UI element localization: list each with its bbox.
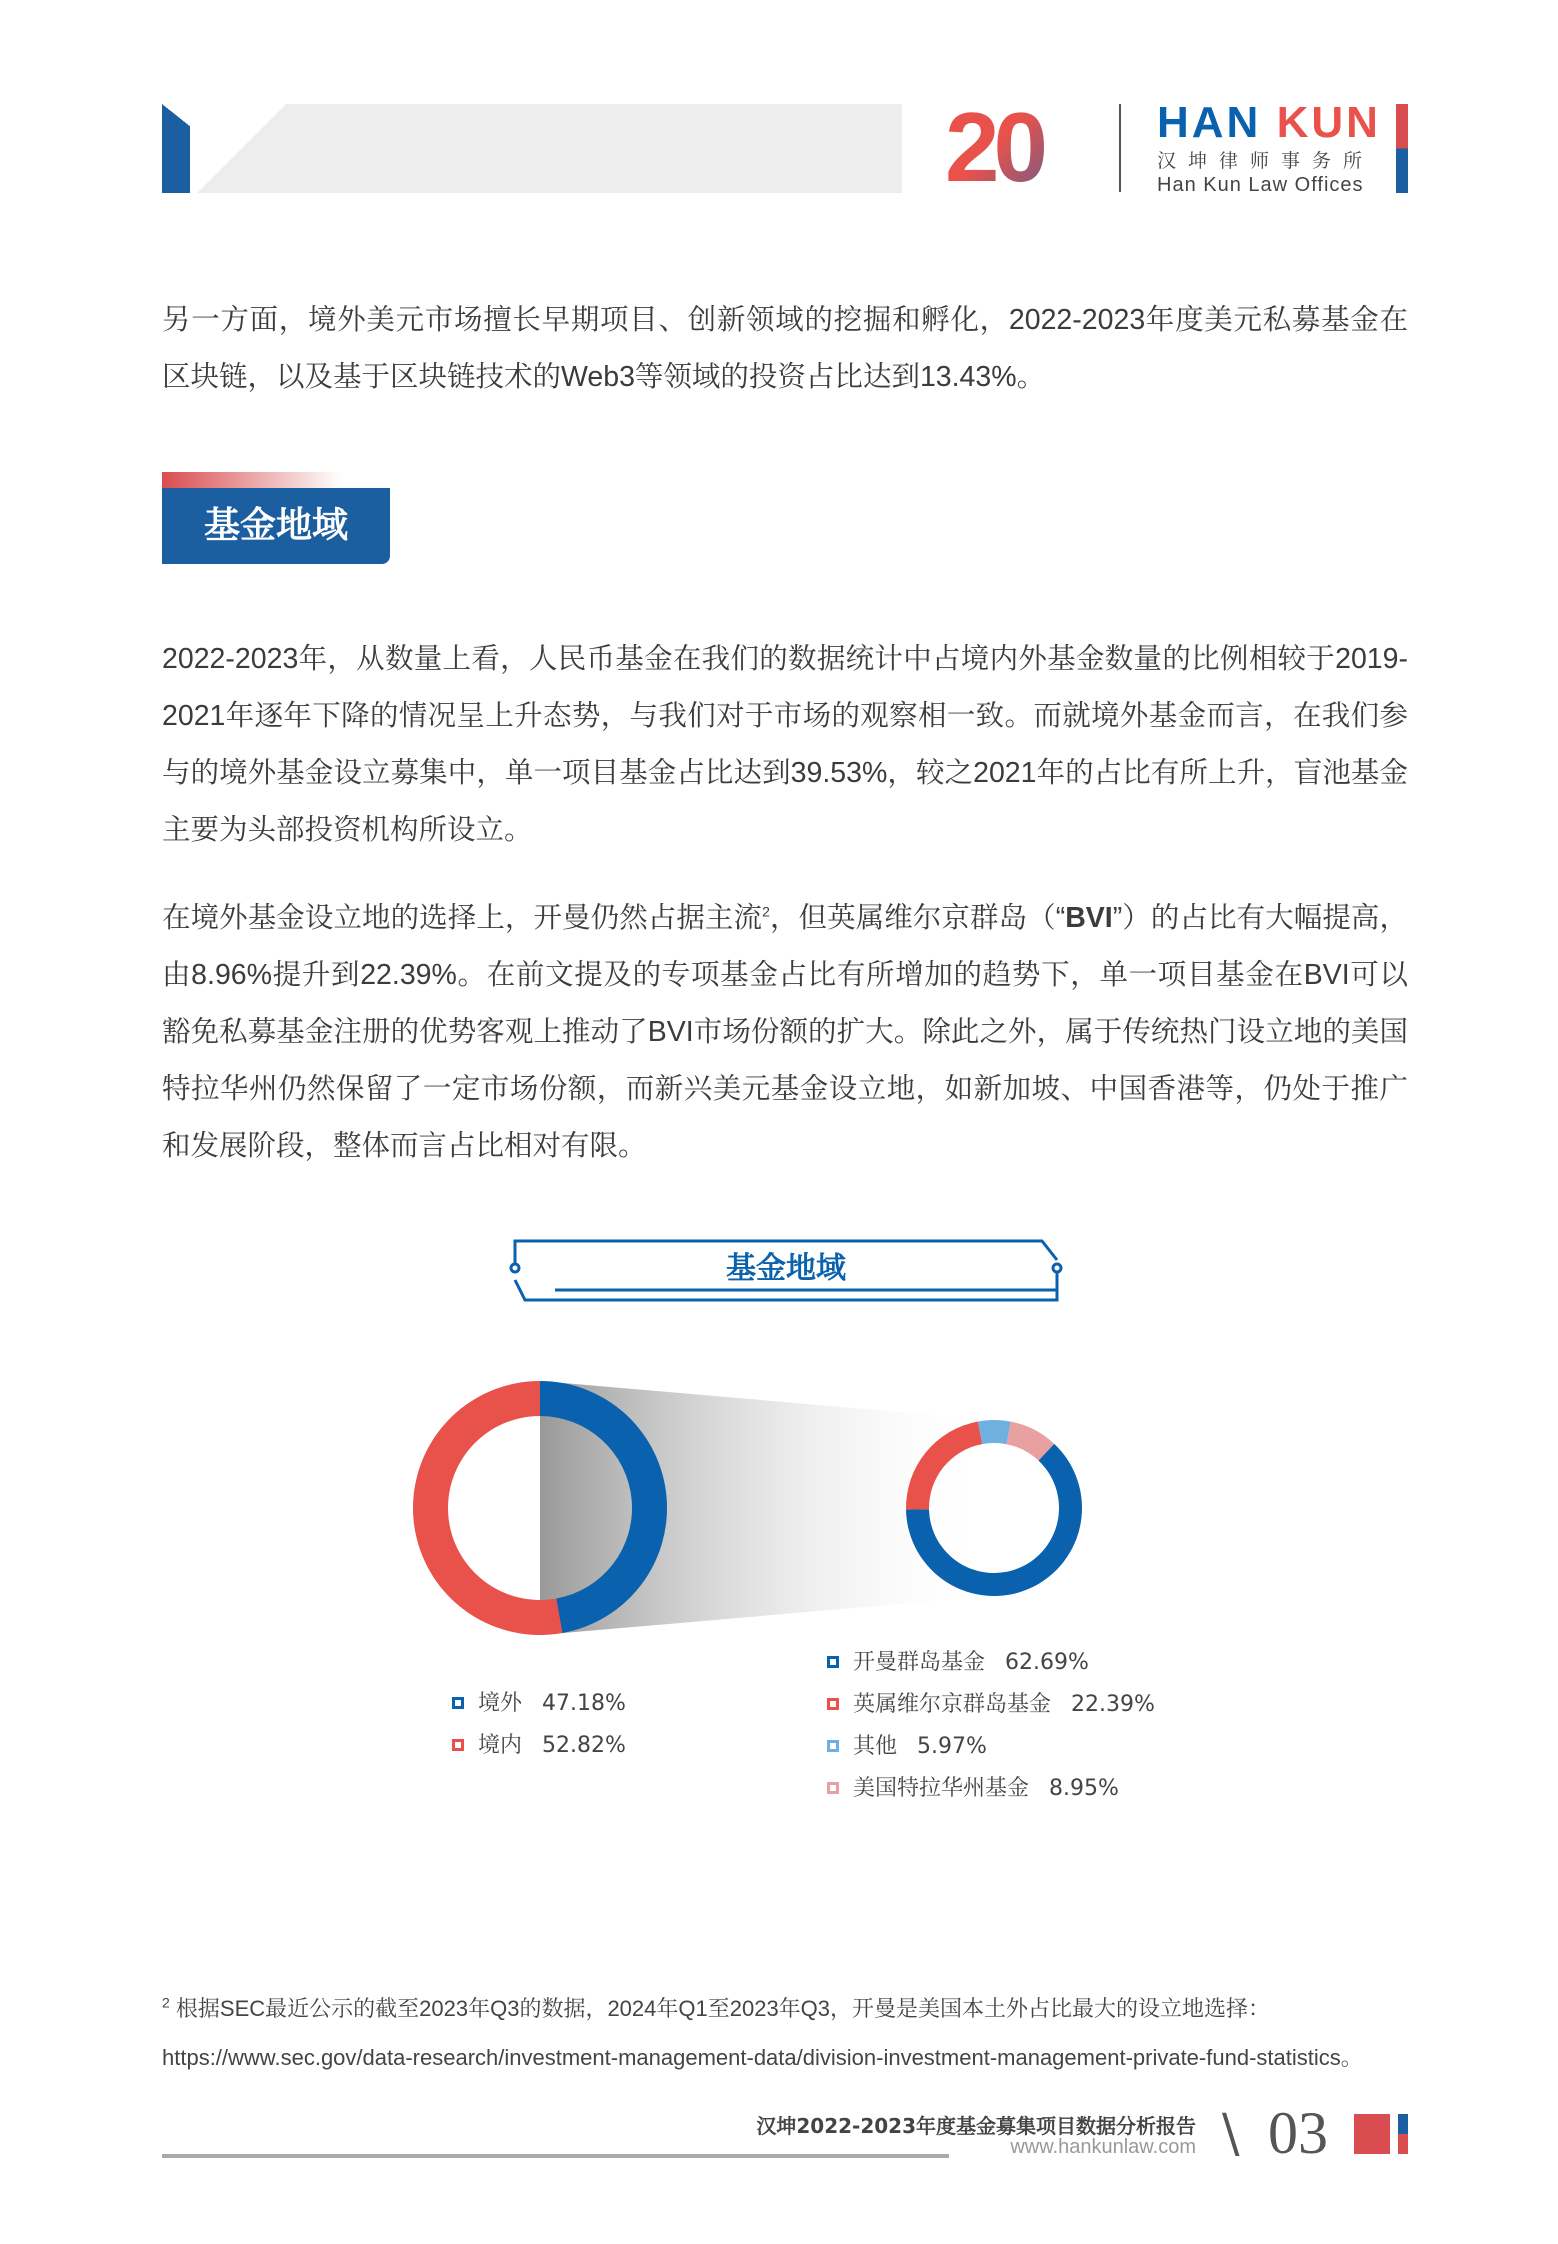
text: ”）的占比有大幅提高，由8.96%提升到22.39%。在前文提及的专项基金占比有所增加的趋势下，单一项目基金在BVI可以豁免私募基金注册的优势客观上推动了BVI市场份额的扩大。除此之外，属于传统热门设立地的美国特拉华州仍然保留了一定市场份额，而新兴美元基金设立地，如新加坡、中国香港等，仍处于推广和发展阶段，整体而言占比相对有限。 [162, 902, 1408, 1162]
text: ，但英属维尔京群岛（“ [769, 902, 1066, 934]
section-title: 基金地域 [162, 488, 390, 564]
legend-swatch [827, 1740, 839, 1752]
footer-report-title: 汉坤2022-2023年度基金募集项目数据分析报告 [756, 2114, 1196, 2138]
legend-item [452, 1690, 626, 1718]
legend-label: 美国特拉华州基金 [853, 1776, 1030, 1801]
footnote-ref[interactable]: 2 [762, 903, 770, 920]
brand-kun: KUN [1276, 98, 1381, 147]
legend-value: 8.95% [1049, 1776, 1119, 1801]
legend-value: 5.97% [917, 1734, 987, 1759]
brand-color-bar [1396, 104, 1408, 193]
brand-chinese: 汉坤律师事务所 [1157, 150, 1375, 172]
legend-label: 英属维尔京群岛基金 [853, 1692, 1052, 1717]
footnote [162, 1984, 1408, 2082]
footnote-number: 2 [162, 1994, 170, 2011]
hankun-logo [1157, 98, 1381, 148]
legend-item [827, 1733, 987, 1761]
brand-han: HAN [1157, 98, 1262, 147]
donut-slice-1 [413, 1381, 562, 1635]
legend-swatch [827, 1698, 839, 1710]
footer-slash: \ [1222, 2104, 1240, 2164]
anniversary-logo: 20 [945, 100, 1085, 195]
legend-label: 开曼群岛基金 [853, 1650, 986, 1675]
footer-color-bar [1398, 2114, 1408, 2154]
legend-label: 境外 [478, 1691, 523, 1716]
section-accent [162, 472, 342, 488]
header-bar [190, 104, 902, 193]
header-divider [1119, 104, 1121, 192]
chart-title: 基金地域 [726, 1251, 846, 1286]
legend-item [827, 1691, 1155, 1719]
legend-item [827, 1775, 1119, 1803]
footer-red-block [1354, 2114, 1390, 2154]
text: 在境外基金设立地的选择上，开曼仍然占据主流 [162, 902, 763, 934]
legend-swatch [452, 1697, 464, 1709]
legend-label: 境内 [478, 1733, 523, 1758]
legend-value: 47.18% [542, 1691, 626, 1716]
legend-value: 62.69% [1005, 1650, 1089, 1675]
footer-line [162, 2154, 949, 2158]
legend-swatch [452, 1739, 464, 1751]
chart-area [0, 1220, 1558, 1660]
donut-slice-2 [978, 1420, 1011, 1444]
paragraph-3 [162, 890, 1408, 1175]
legend-swatch [827, 1656, 839, 1668]
legend-value: 22.39% [1071, 1692, 1155, 1717]
legend-item [452, 1732, 626, 1760]
legend-label: 其他 [853, 1734, 898, 1759]
brand-english: Han Kun Law Offices [1157, 174, 1364, 196]
bold-text: BVI [1065, 902, 1113, 934]
paragraph-1: 另一方面，境外美元市场擅长早期项目、创新领域的挖掘和孵化，2022-2023年度美元私募基金在区块链，以及基于区块链技术的Web3等领域的投资占比达到13.43%。 [162, 304, 1408, 393]
paragraph-2: 2022-2023年，从数量上看，人民币基金在我们的数据统计中占境内外基金数量的比例相较于2019-2021年逐年下降的情况呈上升态势，与我们对于市场的观察相一致。而就境外基金而言，在我们参与的境外基金设立募集中，单一项目基金占比达到39.53%，较之2021年的占比有所上升，盲池基金主要为头部投资机构所设立。 [162, 643, 1408, 846]
legend-swatch [827, 1782, 839, 1794]
legend-item [827, 1649, 1089, 1677]
footnote-text: 根据SEC最近公示的截至2023年Q3的数据，2024年Q1至2023年Q3，开曼是美国本土外占比最大的设立地选择：https://www.sec.gov/data-research/investment-management-data/division-investment-management-private-fund-statistics。 [162, 1996, 1363, 2070]
page-number: 03 [1268, 2100, 1328, 2166]
footer-url[interactable]: www.hankunlaw.com [1010, 2136, 1196, 2158]
legend-value: 52.82% [542, 1733, 626, 1758]
